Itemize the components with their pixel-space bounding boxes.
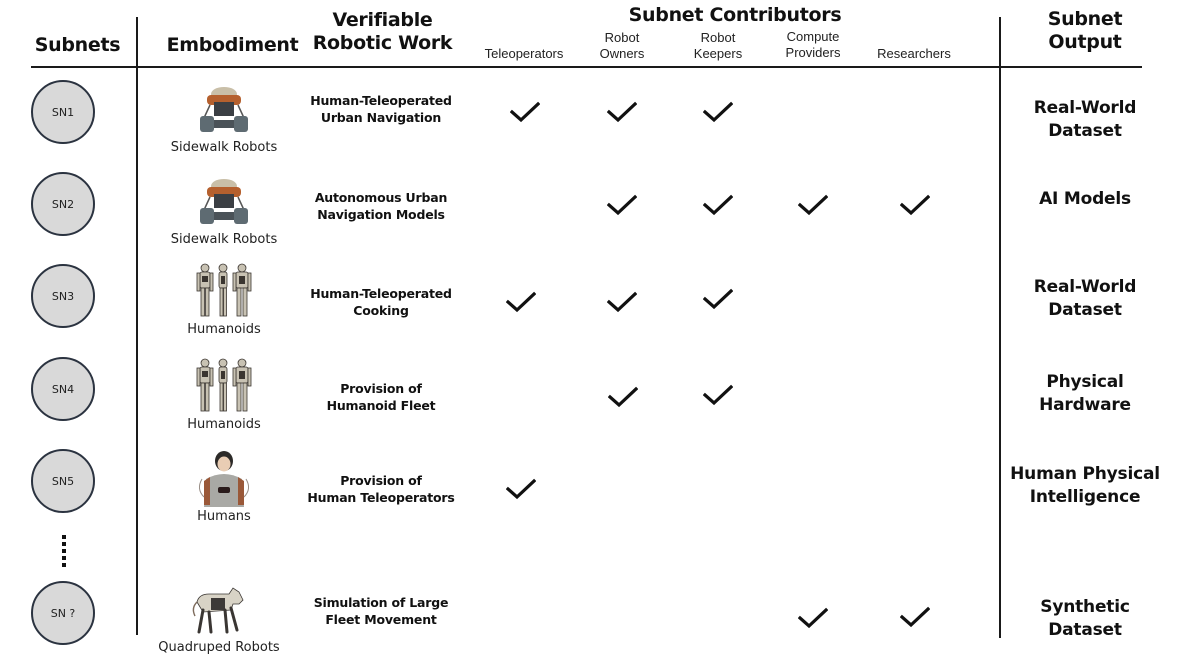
embodiment-sidewalk-robots [159,172,289,247]
verifiable-work: Provision of Humanoid Fleet [326,381,436,413]
col-researchers: Researchers [877,46,951,61]
subnet-output: Real-World Dataset [1033,277,1137,320]
header-work-line2: Robotic Work [312,32,453,54]
header-subnet-contributors: Subnet Contributors [628,4,842,26]
vertical-ellipsis-icon [62,535,66,570]
subnets-divider [136,17,138,635]
subnet-badge-sn5[interactable] [31,449,95,513]
subnet-badge-sn4[interactable] [31,357,95,421]
subnet-label: SN5 [51,474,75,488]
check-icon [900,194,930,216]
subnet-output: Synthetic Dataset [1040,597,1130,640]
embodiment-humanoids [159,262,289,337]
embodiment-label: Humanoids [187,322,261,337]
check-icon [607,194,637,216]
subnet-output: Real-World Dataset [1033,98,1137,141]
subnet-label: SN ? [50,606,76,620]
header-output-line1: Subnet [1047,8,1123,30]
col-robot-keepers: Robot Keepers [693,30,743,61]
header-embodiment: Embodiment [166,34,299,56]
subnet-badge-sn2[interactable] [31,172,95,236]
humanoid-robots-icon [194,357,254,415]
col-robot-owners: Robot Owners [599,30,645,61]
subnet-output: AI Models [1039,189,1131,209]
embodiment-quadruped-robots [154,580,284,655]
embodiment-humanoids [159,357,289,432]
check-icon [608,386,638,408]
verifiable-work: Provision of Human Teleoperators [307,473,455,505]
check-icon [506,478,536,500]
verifiable-work: Autonomous Urban Navigation Models [314,190,448,222]
verifiable-work: Human-Teleoperated Cooking [310,286,452,318]
embodiment-sidewalk-robots [159,80,289,155]
check-icon [607,291,637,313]
check-icon [703,384,733,406]
embodiment-label: Humanoids [187,417,261,432]
verifiable-work: Human-Teleoperated Urban Navigation [310,93,452,125]
check-icon [703,194,733,216]
subnet-output: Physical Hardware [1039,372,1131,415]
sidewalk-robot-icon [194,80,254,138]
header-work-line1: Verifiable [332,9,433,31]
check-icon [703,288,733,310]
verifiable-work: Simulation of Large Fleet Movement [313,595,449,627]
check-icon [510,101,540,123]
check-icon [798,194,828,216]
subnet-label: SN4 [51,382,75,396]
subnet-badge-sn3[interactable] [31,264,95,328]
check-icon [703,101,733,123]
human-teleoperator-icon [194,449,254,507]
subnet-output: Human Physical Intelligence [1010,464,1160,507]
check-icon [607,101,637,123]
embodiment-label: Sidewalk Robots [170,140,278,155]
check-icon [900,606,930,628]
embodiment-label: Quadruped Robots [158,640,280,655]
subnet-label: SN1 [51,105,75,119]
col-compute-providers: Compute Providers [785,29,841,60]
header-verifiable-work [300,9,465,55]
header-subnets: Subnets [34,34,121,56]
subnet-label: SN3 [51,289,75,303]
humanoid-robots-icon [194,262,254,320]
quadruped-robot-icon [189,580,249,638]
subnet-badge-sn1[interactable] [31,80,95,144]
embodiment-label: Sidewalk Robots [170,232,278,247]
embodiment-label: Humans [197,509,251,524]
embodiment-humans [159,449,289,524]
header-divider [31,66,1142,68]
subnet-label: SN2 [51,197,75,211]
sidewalk-robot-icon [194,172,254,230]
col-teleoperators: Teleoperators [484,46,564,61]
check-icon [506,291,536,313]
subnet-badge-sn-unknown[interactable] [31,581,95,645]
header-output-line2: Output [1048,31,1122,53]
header-subnet-output [1015,8,1155,54]
check-icon [798,607,828,629]
